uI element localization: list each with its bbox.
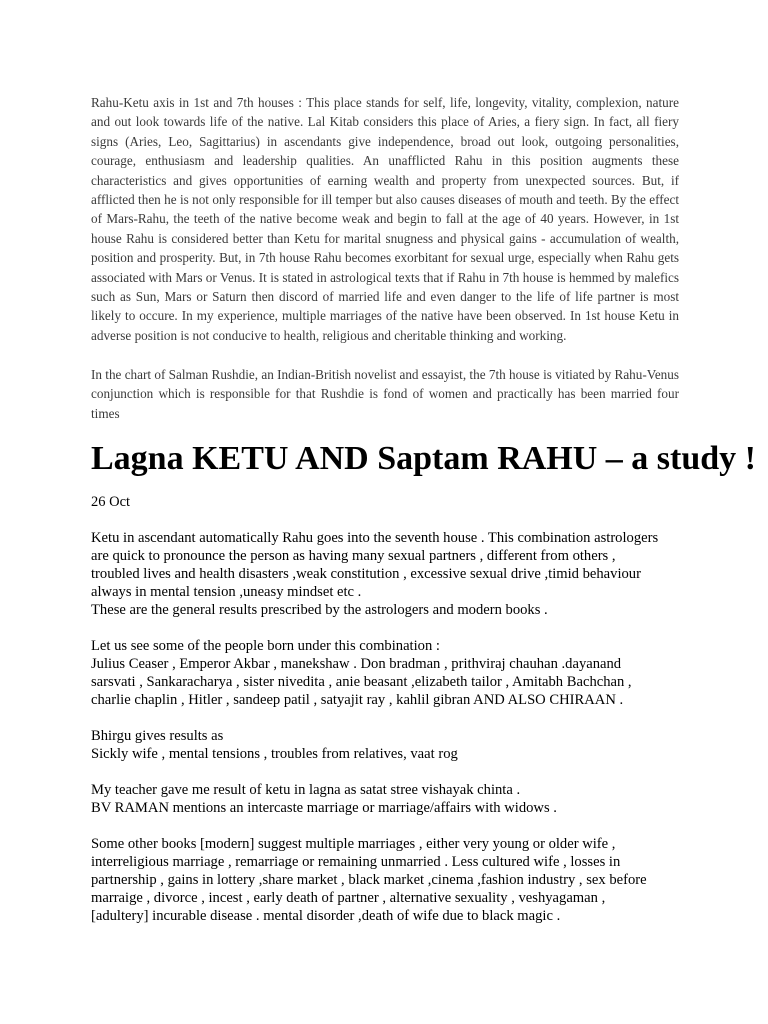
body-line: Julius Ceaser , Emperor Akbar , manekshaw . Don bradman , prithviraj chauhan .dayanand <box>91 656 622 672</box>
body-line: Bhirgu gives results as <box>91 728 224 744</box>
body-line: charlie chaplin , Hitler , sandeep patil , satyajit ray , kahlil gibran AND ALSO CHIRAAN . <box>91 692 624 708</box>
body-paragraph <box>91 781 691 817</box>
body-line: BV RAMAN mentions an intercaste marriage or marriage/affairs with widows . <box>91 800 557 816</box>
body-line: Ketu in ascendant automatically Rahu goes into the seventh house . This combination astrologers <box>91 530 659 546</box>
body-line: marraige , divorce , incest , early death of partner , alternative sexuality , veshyagaman , <box>91 890 606 906</box>
body-line: My teacher gave me result of ketu in lagna as satat stree vishayak chinta . <box>91 782 521 798</box>
body-paragraph <box>91 835 691 925</box>
body-line: Sickly wife , mental tensions , troubles from relatives, vaat rog <box>91 746 458 762</box>
body-line: [adultery] incurable disease . mental disorder ,death of wife due to black magic . <box>91 908 561 924</box>
article-title: Lagna KETU AND Saptam RAHU – a study ! <box>91 440 756 477</box>
body-line: are quick to pronounce the person as having many sexual partners , different from others , <box>91 548 616 564</box>
intro-paragraph: Rahu-Ketu axis in 1st and 7th houses : This place stands for self, life, longevity, vitality, complexion, nature and out look towards life of the native. Lal Kitab considers this place of Aries, a fiery sign. In fact, all fiery signs (Aries, Leo, Sagittarius) in ascendants give independence, broad out look, outgoing personalities, courage, enthusiasm and leadership qualities. An unafflicted Rahu in this position augments these characteristics and gives opportunities of earning wealth and property from unexpected sources. But, if afflicted then he is not only responsible for ill temper but also causes diseases of mouth and teeth. By the effect of Mars-Rahu, the teeth of the native become weak and begin to fall at the age of 40 years. However, in 1st house Rahu is considered better than Ketu for marital snugness and physical gains - accumulation of wealth, position and prosperity. But, in 7th house Rahu becomes exorbitant for sexual urge, especially when Rahu gets associated with Mars or Venus. It is stated in astrological texts that if Rahu in 7th house is hemmed by malefics such as Sun, Mars or Saturn then discord of married life and even danger to the life of life partner is most likely to occure. In my experience, multiple marriages of the native have been observed. In 1st house Ketu in adverse position is not conducive to health, religious and cheritable thinking and working. <box>91 95 679 343</box>
body-line: interreligious marriage , remarriage or remaining unmarried . Less cultured wife , losses in <box>91 854 621 870</box>
body-line: sarsvati , Sankaracharya , sister nivedita , anie beasant ,elizabeth tailor , Amitabh Bachchan , <box>91 674 632 690</box>
body-line: Some other books [modern] suggest multiple marriages , either very young or older wife , <box>91 836 616 852</box>
body-line: troubled lives and health disasters ,weak constitution , excessive sexual drive ,timid behaviour <box>91 566 641 582</box>
article-date: 26 Oct <box>91 494 131 510</box>
intro-paragraph: In the chart of Salman Rushdie, an Indian-British novelist and essayist, the 7th house is vitiated by Rahu-Venus conjunction which is responsible for that Rushdie is fond of women and practically has been married four times <box>91 367 679 421</box>
body-line: Let us see some of the people born under this combination : <box>91 638 440 654</box>
body-line: These are the general results prescribed by the astrologers and modern books . <box>91 602 548 618</box>
body-paragraph <box>91 529 691 619</box>
body-line: always in mental tension ,uneasy mindset etc . <box>91 584 362 600</box>
body-line: partnership , gains in lottery ,share market , black market ,cinema ,fashion industry , sex before <box>91 872 647 888</box>
body-paragraph <box>91 637 691 709</box>
body-paragraph <box>91 727 691 763</box>
